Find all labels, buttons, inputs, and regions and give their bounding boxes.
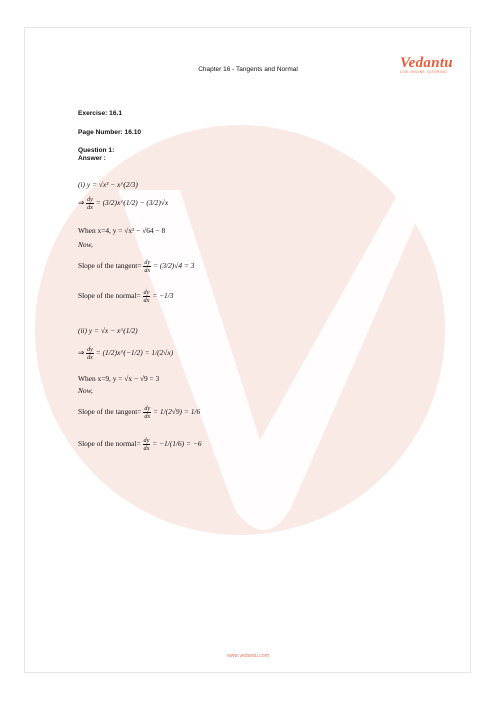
implies-symbol: ⇒ bbox=[78, 198, 85, 208]
part2-slope-normal bbox=[78, 437, 202, 452]
part1-derivative bbox=[78, 196, 168, 211]
question-label: Question 1: bbox=[78, 147, 115, 154]
page-header-title: Chapter 16 - Tangents and Normal bbox=[198, 66, 298, 73]
part2-slope-tangent bbox=[78, 405, 200, 420]
slope-normal-label: Slope of the normal= bbox=[78, 291, 141, 301]
slope-tangent-label: Slope of the tangent= bbox=[78, 407, 142, 417]
slope-tangent-value: = (3/2)√4 = 3 bbox=[153, 261, 195, 271]
dy-dx-fraction: $\frac{dy}{dx}$ bbox=[143, 437, 150, 452]
part1-equation: (i) y = √x³ − x^(2/3) bbox=[78, 180, 138, 189]
part2-derivative-rhs: = (1/2)x^(−1/2) = 1/(2√x) bbox=[95, 348, 174, 358]
part1-slope-normal bbox=[78, 289, 174, 304]
logo-tagline: LIVE ONLINE TUTORING bbox=[400, 70, 448, 74]
dy-dx-fraction: $\frac{dy}{dx}$ bbox=[144, 259, 151, 274]
logo-wordmark: Vedantu bbox=[400, 55, 453, 71]
dy-dx-fraction: $\frac{dy}{dx}$ bbox=[87, 196, 93, 211]
exercise-label: Exercise: 16.1 bbox=[78, 110, 122, 117]
footer-url[interactable]: www.vedantu.com bbox=[226, 653, 270, 659]
vedantu-logo bbox=[400, 55, 453, 74]
part1-when-line: When x=4, y = √x³ − √64 − 8 bbox=[78, 226, 166, 235]
dy-dx-fraction: $\frac{dy}{dx}$ bbox=[143, 289, 150, 304]
part1-now: Now, bbox=[78, 240, 93, 249]
part2-when-line: When x=9, y = √x − √9 = 3 bbox=[78, 374, 160, 383]
part2-equation: (ii) y = √x − x^(1/2) bbox=[78, 326, 138, 335]
slope-tangent-label: Slope of the tangent= bbox=[78, 261, 142, 271]
answer-label: Answer : bbox=[78, 155, 106, 162]
dy-dx-fraction: $\frac{dy}{dx}$ bbox=[144, 405, 151, 420]
page-number-label: Page Number: 16.10 bbox=[78, 129, 142, 136]
part2-now: Now, bbox=[78, 386, 93, 395]
slope-tangent-value: = 1/(2√9) = 1/6 bbox=[153, 407, 201, 417]
part1-slope-tangent bbox=[78, 259, 194, 274]
slope-normal-label: Slope of the normal= bbox=[78, 439, 141, 449]
dy-dx-fraction: $\frac{dy}{dx}$ bbox=[87, 346, 93, 361]
implies-symbol: ⇒ bbox=[78, 348, 85, 358]
part1-derivative-rhs: = (3/2)x^(1/2) − (3/2)√x bbox=[95, 198, 169, 208]
part2-derivative bbox=[78, 346, 173, 361]
slope-normal-value: = −1/3 bbox=[152, 291, 174, 301]
slope-normal-value: = −1/(1/6) = −6 bbox=[152, 439, 202, 449]
